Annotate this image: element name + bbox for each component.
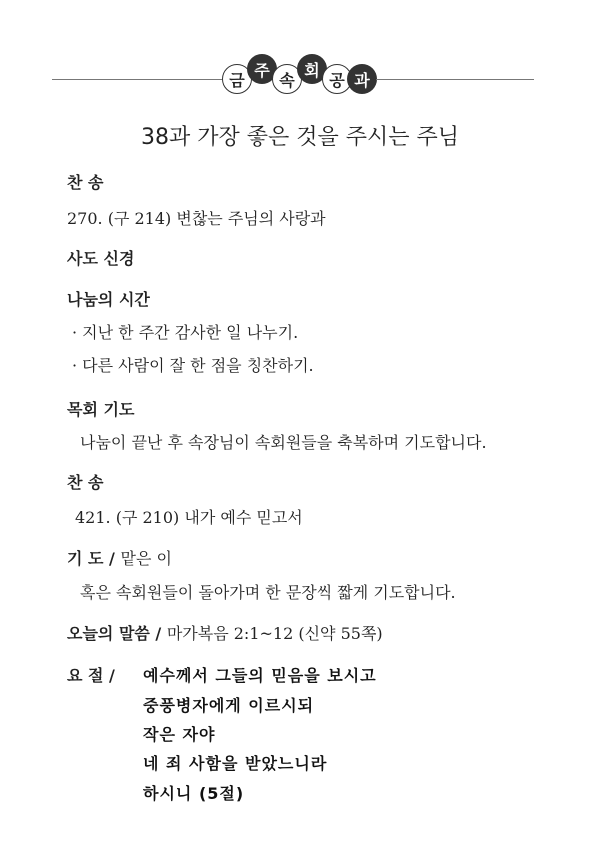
header-char: 회 (297, 54, 327, 84)
sharing-item: · 지난 한 주간 감사한 일 나누기. (72, 323, 299, 342)
pastoral-prayer-text: 나눔이 끝난 후 속장님이 속회원들을 축복하며 기도합니다. (80, 433, 487, 452)
hymn1-text: 270. (구 214) 변찮는 주님의 사랑과 (67, 209, 326, 228)
page-title: 38과 가장 좋은 것을 주시는 주님 (141, 125, 459, 150)
sharing-item: · 다른 사람이 잘 한 점을 칭찬하기. (72, 356, 314, 375)
pastoral-prayer-heading: 목회 기도 (67, 400, 135, 419)
header-rule-right (376, 79, 534, 80)
hymn2-heading: 찬 송 (67, 473, 104, 492)
hymn1-heading: 찬 송 (67, 173, 104, 192)
word-heading (67, 621, 383, 644)
memory-verse-line: 하시니 (5절) (143, 784, 245, 803)
header-char: 공 (322, 64, 352, 94)
sharing-heading: 나눔의 시간 (67, 290, 150, 309)
prayer-heading-label: 기 도 / (67, 549, 115, 568)
header-char: 금 (222, 64, 252, 94)
memory-verse-line: 중풍병자에게 이르시되 (143, 696, 315, 715)
memory-verse-heading: 요 절 / (67, 666, 115, 685)
header-char: 과 (347, 64, 377, 94)
word-heading-label: 오늘의 말씀 / (67, 624, 162, 643)
prayer-assignee: 맡은 이 (120, 549, 172, 568)
memory-verse-line: 작은 자야 (143, 725, 216, 744)
header-char: 속 (272, 64, 302, 94)
memory-verse-line: 예수께서 그들의 믿음을 보시고 (143, 666, 377, 685)
header-rule-left (52, 79, 222, 80)
hymn2-text: 421. (구 210) 내가 예수 믿고서 (75, 508, 303, 527)
prayer-heading (67, 546, 172, 569)
prayer-text: 혹은 속회원들이 돌아가며 한 문장씩 짧게 기도합니다. (80, 583, 456, 602)
memory-verse-line: 네 죄 사함을 받았느니라 (143, 754, 328, 773)
header-char: 주 (247, 54, 277, 84)
header-title (222, 50, 378, 100)
word-reference: 마가복음 2:1~12 (신약 55쪽) (166, 624, 383, 643)
page-header (0, 50, 600, 100)
creed-heading: 사도 신경 (67, 249, 135, 268)
